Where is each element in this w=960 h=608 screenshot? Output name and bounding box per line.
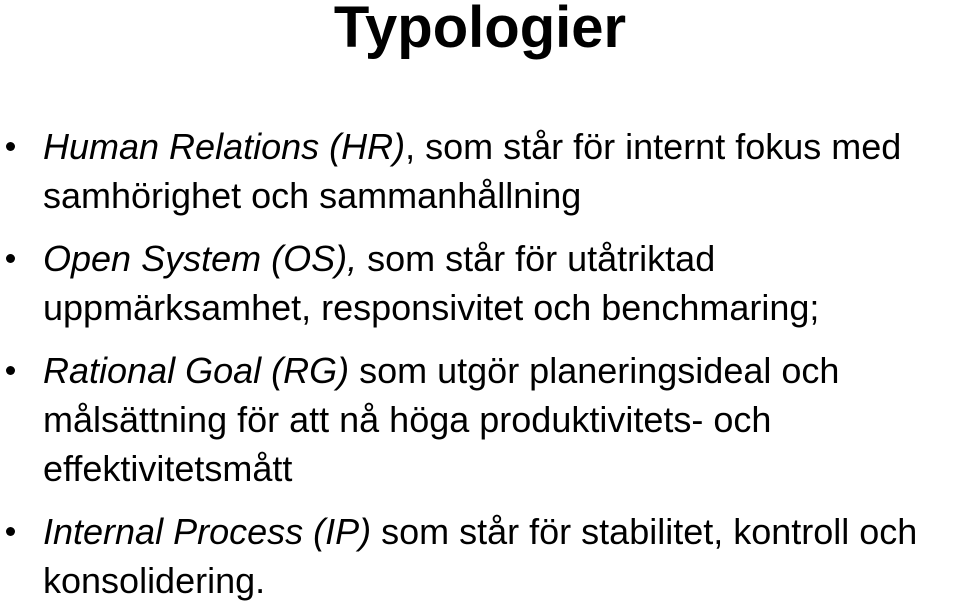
bullet-text: som utgör planeringsideal och målsättning för att nå höga produktivitets- och effektivitetsmått xyxy=(43,350,840,489)
bullet-item-os xyxy=(0,234,960,332)
slide-title: Typologier xyxy=(333,0,627,60)
bullet-dot-icon xyxy=(6,254,15,263)
bullet-term: Rational Goal (RG) xyxy=(43,350,350,391)
bullet-term: Human Relations (HR) xyxy=(43,126,406,167)
bullet-list xyxy=(0,122,960,605)
bullet-item-rg xyxy=(0,346,960,493)
bullet-dot-icon xyxy=(6,366,15,375)
bullet-term: Open System (OS), xyxy=(43,238,358,279)
bullet-term: Internal Process (IP) xyxy=(43,511,372,552)
bullet-dot-icon xyxy=(6,527,15,536)
bullet-item-ip xyxy=(0,507,960,605)
bullet-text: som står för utåtriktad uppmärksamhet, responsivitet och benchmaring; xyxy=(43,238,820,328)
bullet-text: som står för stabilitet, kontroll och konsolidering. xyxy=(43,511,918,601)
bullet-text: , som står för internt fokus med samhörighet och sammanhållning xyxy=(43,126,902,216)
bullet-dot-icon xyxy=(6,142,15,151)
bullet-item-hr xyxy=(0,122,960,220)
